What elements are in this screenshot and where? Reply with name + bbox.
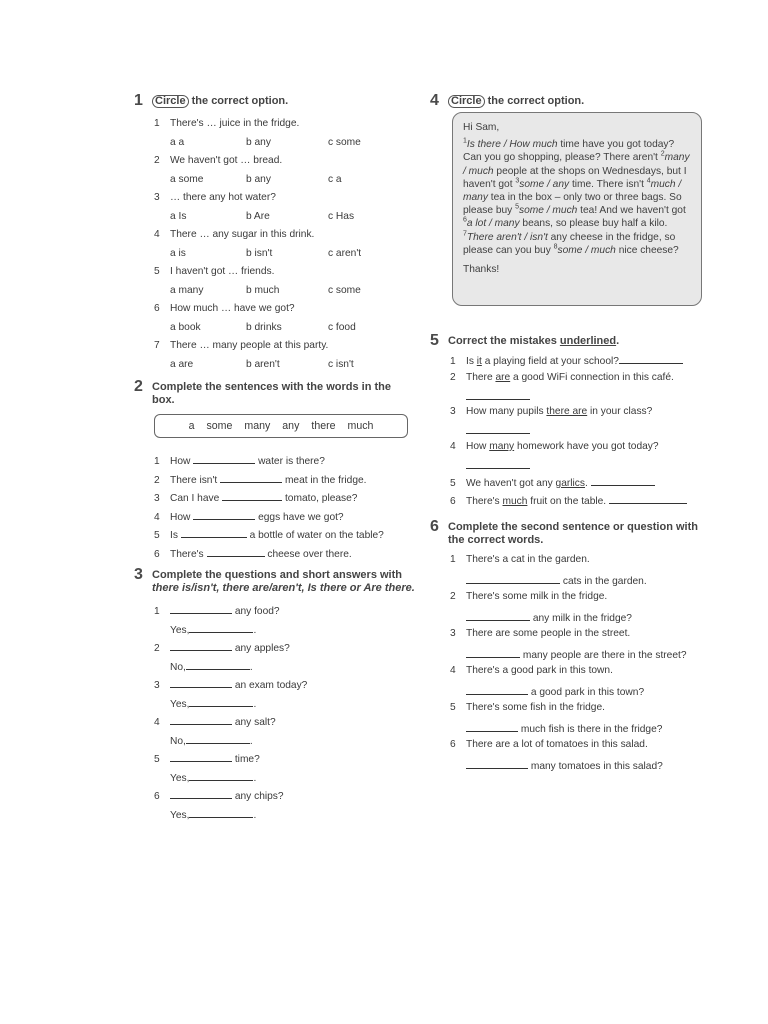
first-sentence [450,628,630,640]
question-stem [154,266,274,278]
sentence [154,472,366,487]
sentence [450,493,687,508]
answer-blank[interactable] [189,696,253,707]
exercise-1-header [134,92,414,110]
answer-blank[interactable] [170,603,232,614]
underlined-mistake: it [476,356,482,367]
answer-line [466,458,530,473]
sentence-pre: Is [466,356,477,367]
second-sentence [466,610,632,625]
item-number: 1 [154,606,160,617]
first-sentence [450,702,605,714]
answer-blank[interactable] [189,807,253,818]
sentence-start: How [170,511,191,523]
exercise-3 [134,566,424,595]
sentence-start: There's [170,548,204,560]
item-number: 1 [154,456,160,467]
answer-option[interactable]: c aren't [328,248,362,259]
item-number: 3 [154,192,160,203]
sentence-text: There's a good park in this town. [466,665,613,676]
question-text: time? [234,754,260,765]
answer-option[interactable]: a many [170,285,204,296]
underlined-mistake: many [489,441,515,452]
answer-blank[interactable] [193,453,255,464]
second-sentence [466,684,644,699]
answer-start: Yes, [170,773,190,784]
first-sentence [450,739,648,751]
item-number: 4 [450,441,456,452]
sentence-text: There's some fish in the fridge. [466,702,605,713]
item-number: 7 [154,340,160,351]
item-number: 6 [154,303,160,314]
answer-blank[interactable] [170,640,232,651]
item-number: 3 [154,493,160,504]
question [154,603,280,618]
question [154,714,276,729]
sentence-end: eggs have we got? [258,511,344,523]
question-text: any apples? [234,643,290,654]
answer-blank[interactable] [619,353,683,364]
question [154,788,284,803]
sentence-text: any milk in the fridge? [532,613,632,624]
answer-option[interactable]: c some [328,137,361,148]
sentence-end: meat in the fridge. [284,474,367,486]
question [154,640,290,655]
item-number: 6 [450,496,456,507]
sentence-start: There isn't [170,474,218,486]
second-sentence [466,721,662,736]
answer-blank[interactable] [170,677,232,688]
sentence-pre: How many pupils [466,406,547,417]
item-number: 1 [450,356,456,367]
question-text: any salt? [234,717,276,728]
short-answer: Yes, . [170,807,256,822]
answer-blank[interactable] [170,714,232,725]
answer-blank[interactable] [186,733,250,744]
answer-option[interactable]: c some [328,285,361,296]
sentence-text: There are a lot of tomatoes in this salad. [466,739,648,750]
box-word: a [188,420,195,432]
exercise-5 [430,332,720,350]
sentence-text: a good park in this town? [530,687,645,698]
answer-option[interactable]: b much [246,285,280,296]
sentence [450,475,655,490]
answer-line [466,389,530,404]
answer-option[interactable]: b any [246,137,271,148]
exercise-number: 5 [430,332,439,349]
exercise-title: Complete the second sentence or question with the correct words. [448,521,698,546]
item-number: 6 [154,791,160,802]
answer-blank[interactable] [466,684,528,695]
underlined-mistake: are [495,372,511,383]
short-answer: Yes, . [170,770,256,785]
question-text: We haven't got … bread. [170,155,283,166]
sentence-start: Is [170,530,178,541]
sentence [450,372,674,384]
item-number: 4 [154,511,160,523]
answer-blank[interactable] [466,647,520,658]
second-sentence [466,647,687,662]
question-text: There … many people at this party. [170,340,329,351]
sentence-text: many tomatoes in this salad? [530,761,663,772]
item-number: 5 [154,530,160,541]
answer-blank[interactable] [189,770,253,781]
letter-body: $^1$Is there / How much time have you got today? Can you go shopping, please? There aren't $^2$many / much people at the shops on Wednesdays, but I haven't got $^3$some / any time. There isn't $^4$much / many tea in the box – only two or three bags. So please buy $^5$some / much tea! And we haven't got $^6$a lot / many beans, so please buy half a kilo. $^7$There aren't / isn't any cheese in the fridge, so please can you buy $^8$some / much nice cheese? [463,137,690,256]
circle-word: Circle [152,95,189,108]
exercise-5-header [430,332,720,350]
item-number: 2 [450,372,456,383]
letter-closing: Thanks! [463,264,500,276]
answer-option[interactable]: b aren't [246,359,280,370]
answer-blank[interactable] [466,758,528,769]
box-word: much [347,420,374,432]
sentence-start: Can I have [170,493,220,504]
question-text: any chips? [234,791,284,802]
sentence-end: water is there? [258,456,325,467]
sentence-post: homework have you got today? [514,441,659,452]
exercise-number: 3 [134,566,143,583]
question-stem [154,192,276,204]
box-word: there [311,420,336,432]
second-sentence [466,573,647,588]
exercise-number: 6 [430,518,439,535]
answer-option[interactable]: b any [246,174,271,185]
answer-blank[interactable] [609,493,687,504]
sentence-end: cheese over there. [267,548,352,560]
sentence [154,527,384,542]
answer-start: No, [170,662,186,673]
sentence-end: a bottle of water on the table? [249,530,384,541]
exercise-title: Complete the questions and short answers with there is/isn't, there are/aren't, Is there or Are there. [152,569,415,594]
short-answer: No, . [170,659,253,674]
item-number: 2 [450,591,456,602]
item-number: 1 [154,118,160,129]
answer-blank[interactable] [220,472,282,483]
item-number: 6 [154,548,160,560]
exercise-6 [430,518,720,547]
answer-blank[interactable] [466,573,560,584]
circle-word: Circle [448,95,485,108]
item-number: 3 [450,628,456,639]
sentence-post: . [585,478,588,489]
question-stem [154,340,328,352]
sentence-post: a playing field at your school? [481,356,619,367]
answer-start: Yes, [170,625,190,636]
answer-option[interactable]: b drinks [246,322,282,333]
question [154,751,260,766]
sentence [154,546,352,561]
underlined-mistake: much [502,496,528,507]
answer-start: Yes, [170,699,190,710]
exercise-number: 4 [430,92,439,109]
answer-option[interactable]: a some [170,174,204,185]
exercise-4 [430,92,720,110]
answer-start: No, [170,736,186,747]
answer-start: Yes, [170,810,190,821]
answer-option[interactable]: a a [170,137,185,148]
sentence [450,441,659,453]
sentence-post: a good WiFi connection in this café. [510,372,674,383]
answer-blank[interactable] [207,546,265,557]
question-stem [154,229,314,241]
sentence [154,509,344,524]
item-number: 4 [154,717,160,728]
question-text: How much … have we got? [170,303,295,314]
first-sentence [450,665,613,677]
answer-option[interactable]: c a [328,174,342,185]
answer-blank[interactable] [466,423,530,434]
sentence [450,353,683,368]
letter-greeting: Hi Sam, [463,122,500,133]
item-number: 3 [450,406,456,417]
item-number: 5 [154,266,160,277]
exercise-title: Complete the sentences with the words in the box. [152,381,391,406]
short-answer: No, . [170,733,253,748]
answer-blank[interactable] [170,788,232,799]
short-answer: Yes, . [170,696,256,711]
second-sentence [466,758,663,773]
answer-option[interactable]: c food [328,322,356,333]
answer-blank[interactable] [466,458,530,469]
sentence-text: There's a cat in the garden. [466,554,590,565]
answer-line [466,423,530,438]
item-number: 2 [154,474,160,486]
exercise-title: Correct the mistakes underlined. [448,335,620,347]
answer-blank[interactable] [591,475,655,486]
item-number: 5 [154,754,160,765]
exercise-1 [134,92,414,372]
sentence-start: How [170,456,191,467]
exercise-6-header [430,518,720,547]
sentence [154,453,325,468]
box-word: some [206,420,233,432]
answer-blank[interactable] [189,622,253,633]
exercise-number: 1 [134,92,143,109]
answer-option[interactable]: a is [170,248,186,259]
answer-option[interactable]: c Has [328,211,355,222]
question-text: There's … juice in the fridge. [170,118,300,129]
sentence-pre: There [466,372,496,383]
sentence-text: cats in the garden. [562,576,647,587]
question-stem [154,303,295,315]
answer-blank[interactable] [466,721,518,732]
question-text: … there any hot water? [170,192,276,203]
first-sentence [450,554,590,566]
underlined-mistake: there are [546,406,588,417]
sentence-pre: There's [466,496,503,507]
word-box [154,414,408,438]
box-word: many [244,420,271,432]
answer-option[interactable]: a are [170,359,194,370]
letter-box [452,112,702,306]
answer-blank[interactable] [186,659,250,670]
question [154,677,307,692]
item-number: 3 [154,680,160,691]
sentence [450,406,652,418]
sentence-end: tomato, please? [284,493,358,504]
item-number: 5 [450,478,456,489]
exercise-2-header [134,378,414,407]
question-text: I haven't got … friends. [170,266,275,277]
question-stem [154,118,299,130]
sentence-pre: How [466,441,490,452]
question-stem [154,155,282,167]
sentence-text: much fish is there in the fridge? [520,724,663,735]
answer-blank[interactable] [222,490,282,501]
item-number: 4 [154,229,160,240]
answer-option[interactable]: a book [170,322,201,333]
sentence [154,490,357,505]
item-number: 2 [154,155,160,166]
sentence-post: in your class? [587,406,653,417]
sentence-post: fruit on the table. [527,496,607,507]
exercise-4-header [430,92,720,110]
sentence-text: There's some milk in the fridge. [466,591,608,602]
answer-option[interactable]: b isn't [246,248,273,259]
sentence-text: There are some people in the street. [466,628,631,639]
answer-option[interactable]: a Is [170,211,187,222]
answer-blank[interactable] [181,527,247,538]
answer-blank[interactable] [170,751,232,762]
sentence-pre: We haven't got any [466,478,556,489]
first-sentence [450,591,607,603]
box-word: any [282,420,300,432]
item-number: 5 [450,702,456,713]
item-number: 2 [154,643,160,654]
answer-option[interactable]: b Are [246,211,270,222]
item-number: 1 [450,554,456,565]
exercise-title: Circle the correct option. [152,92,288,108]
answer-blank[interactable] [193,509,255,520]
question-text: There … any sugar in this drink. [170,229,315,240]
answer-option[interactable]: c isn't [328,359,354,370]
short-answer: Yes, . [170,622,256,637]
underlined-mistake: garlics [555,478,585,489]
answer-blank[interactable] [466,389,530,400]
question-text: an exam today? [234,680,308,691]
exercise-number: 2 [134,378,143,395]
item-number: 4 [450,665,456,676]
item-number: 6 [450,739,456,750]
exercise-3-header [134,566,424,595]
question-text: any food? [234,606,280,617]
exercise-title: Circle the correct option. [448,92,584,108]
answer-blank[interactable] [466,610,530,621]
sentence-text: many people are there in the street? [522,650,687,661]
